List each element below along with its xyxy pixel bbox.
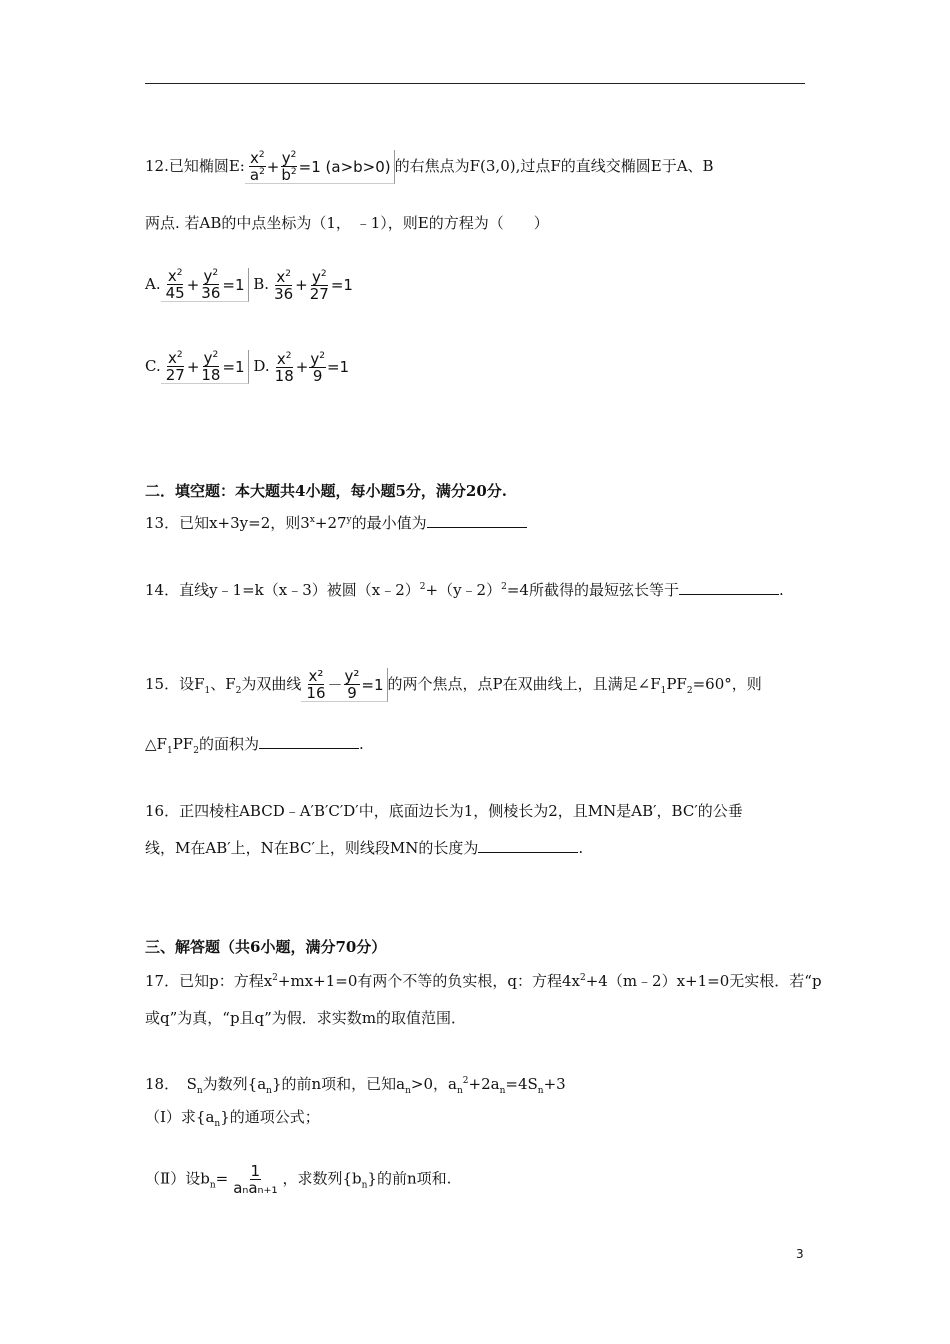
- q15-answer-blank: [259, 734, 359, 749]
- q15-line2: $\triangle F_1PF_2$的面积为 .: [145, 735, 364, 756]
- q12-options-ab: A. $\frac{x^2}{45}$ + $\frac{y^2}{36}$ =1 B. $\frac{x^2}{36}$ + $\frac{y^2}{27}$ =1: [145, 268, 356, 302]
- ellipse-formula: $\frac{x^2}{a^2}$ + $\frac{y^2}{b^2}$ =1 (a>b>0): [245, 150, 395, 184]
- q16-line1: 16．正四棱柱ABCD﹣A′B′C′D′中，底面边长为1，侧棱长为2，且MN是AB′，BC′的公垂: [145, 802, 743, 820]
- q14-answer-blank: [679, 580, 779, 595]
- q15-line1: 15．设$F_1$、$F_2$为双曲线 $\frac{\text{x²}}{16}$ － $\frac{\text{y²}}{9}$ =1 的两个焦点，点P在双曲线上，且满足$\angle F_1PF_2=60^\circ$，则: [145, 667, 762, 702]
- option-c-formula: $\frac{x^2}{27}$ + $\frac{y^2}{18}$ =1: [161, 350, 249, 384]
- q12-line1: 12.已知椭圆E: $\frac{x^2}{a^2}$ + $\frac{y^2}{b^2}$ =1 (a>b>0) 的右焦点为F(3,0),过点F的直线交椭圆E于A、B: [145, 149, 714, 184]
- q18-part2: （Ⅱ）设$b_n=$ $\frac{1}{\text{aₙaₙ₊₁}}$ ，求数列$\{b_n\}$的前n项和.: [145, 1162, 452, 1197]
- section3-title: 三、解答题（共6小题，满分70分）: [145, 938, 387, 956]
- q17-line2: 或q”为真，“p且q”为假．求实数m的取值范围．: [145, 1009, 467, 1027]
- q13-answer-blank: [427, 513, 527, 528]
- page-number: 3: [796, 1247, 804, 1261]
- bn-fraction: $\frac{1}{\text{aₙaₙ₊₁}}$: [233, 1162, 278, 1197]
- q18-part1: （I）求$\{a_n\}$的通项公式；: [145, 1108, 320, 1129]
- q13: 13．已知x+3y=2，则$3^x+27^y$的最小值为: [145, 513, 527, 533]
- q17-line1: 17．已知p：方程$x^2+mx+1=0$有两个不等的负实根，q：方程$4x^2+4(m﹣2)x+1=0$无实根．若“p: [145, 972, 822, 990]
- option-a-formula: $\frac{x^2}{45}$ + $\frac{y^2}{36}$ =1: [161, 268, 249, 302]
- q16-answer-blank: [478, 838, 578, 853]
- option-d-formula: $\frac{x^2}{18}$ + $\frac{y^2}{9}$ =1: [274, 349, 350, 385]
- q14: 14．直线y﹣1=k（x﹣3）被圆（x﹣2）$^2$+（y﹣2）$^2$=4所截得的最短弦长等于 .: [145, 581, 784, 599]
- section2-title: 二．填空题：本大题共4小题，每小题5分，满分20分.: [145, 482, 507, 500]
- q18-line1: 18． $S_n$为数列$\{a_n\}$的前n项和，已知$a_n>0$，$a_n^2+2a_n=4S_n+3$: [145, 1075, 566, 1096]
- hyperbola-formula: $\frac{\text{x²}}{16}$ － $\frac{\text{y²}}{9}$ =1: [301, 668, 387, 702]
- option-b-formula: $\frac{x^2}{36}$ + $\frac{y^2}{27}$ =1: [274, 267, 353, 303]
- q12-line2: 两点. 若AB的中点坐标为（1， ﹣1），则E的方程为（ ）: [145, 214, 549, 232]
- header-rule: [145, 83, 805, 84]
- q16-line2: 线，M在AB′上，N在BC′上，则线段MN的长度为 .: [145, 839, 584, 857]
- q12-options-cd: C. $\frac{x^2}{27}$ + $\frac{y^2}{18}$ =1 D. $\frac{x^2}{18}$ + $\frac{y^2}{9}$ =1: [145, 350, 352, 384]
